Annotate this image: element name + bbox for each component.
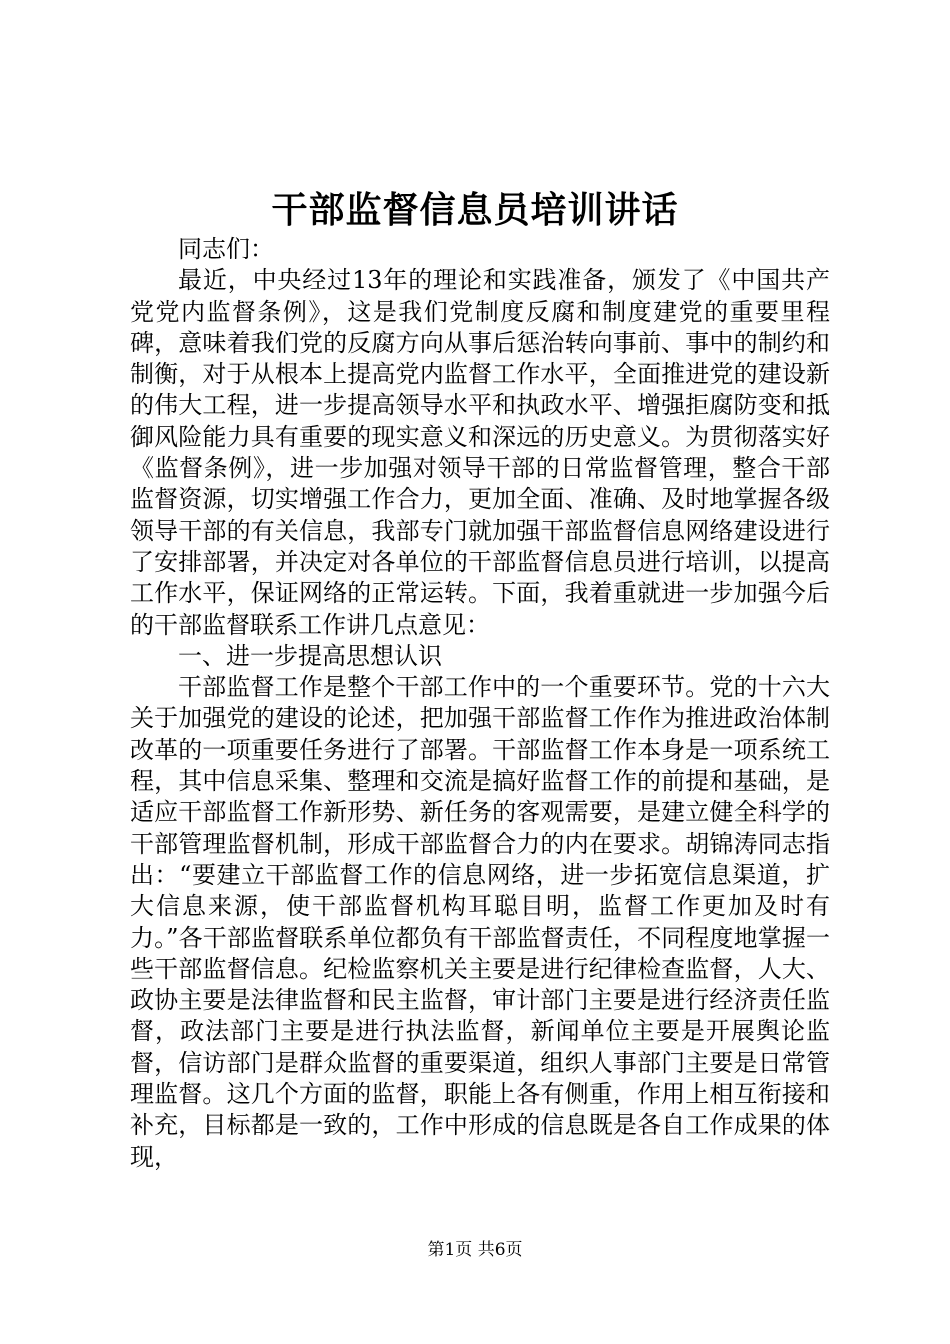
paragraph-section-one: 干部监督工作是整个干部工作中的一个重要环节。党的十六大关于加强党的建设的论述，把加强干部监督工作作为推进政治体制改革的一项重要任务进行了部署。干部监督工作本身是一项系统工程，其中信息采集、整理和交流是搞好监督工作的前提和基础，是适应干部监督工作新形势、新任务的客观需要，是建立健全科学的干部管理监督机制，形成干部监督合力的内在要求。胡锦涛同志指出：“要建立干部监督工作的信息网络，进一步拓宽信息渠道，扩大信息来源，使干部监督机构耳聪目明，监督工作更加及时有力。”各干部监督联系单位都负有干部监督责任，不同程度地掌握一些干部监督信息。纪检监察机关主要是进行纪律检查监督，人大、政协主要是法律监督和民主监督，审计部门主要是进行经济责任监督，政法部门主要是进行执法监督，新闻单位主要是开展舆论监督，信访部门是群众监督的重要渠道，组织人事部门主要是日常管理监督。这几个方面的监督，职能上各有侧重，作用上相互衔接和补充，目标都是一致的，工作中形成的信息既是各自工作成果的体现，: [130, 673, 830, 1171]
document-title: 干部监督信息员培训讲话: [271, 189, 679, 231]
page-footer: 第1页 共6页: [427, 1240, 523, 1260]
salutation: 同志们：: [178, 235, 274, 263]
paragraph-intro: 最近，中央经过13年的理论和实践准备，颁发了《中国共产党党内监督条例》，这是我们党制度反腐和制度建党的重要里程碑，意味着我们党的反腐方向从事后惩治转向事前、事中的制约和制衡，对于从根本上提高党内监督工作水平，全面推进党的建设新的伟大工程，进一步提高领导水平和执政水平、增强拒腐防变和抵御风险能力具有重要的现实意义和深远的历史意义。为贯彻落实好《监督条例》，进一步加强对领导干部的日常监督管理，整合干部监督资源，切实增强工作合力，更加全面、准确、及时地掌握各级领导干部的有关信息，我部专门就加强干部监督信息网络建设进行了安排部署，并决定对各单位的干部监督信息员进行培训，以提高工作水平，保证网络的正常运转。下面，我着重就进一步加强今后的干部监督联系工作讲几点意见：: [130, 266, 830, 639]
document-body: [130, 234, 830, 1173]
section-heading: 一、进一步提高思想认识: [178, 641, 442, 670]
